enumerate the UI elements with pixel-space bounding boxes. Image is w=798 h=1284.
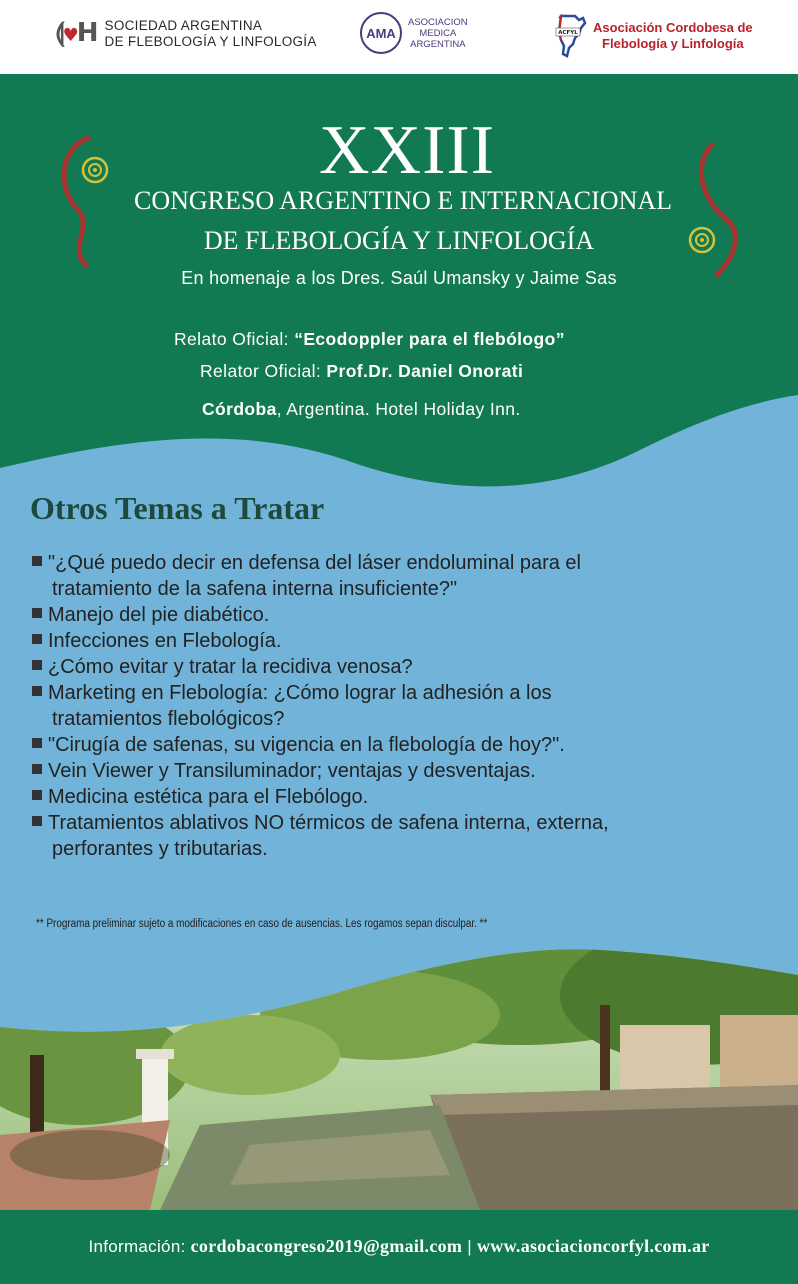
list-item <box>32 628 732 654</box>
acf-logo-line1: Asociación Cordobesa de <box>593 20 753 35</box>
disclaimer-note: ** Programa preliminar sujeto a modificaciones en caso de ausencias. Les rogamos sepan disculpar. ** <box>36 918 488 930</box>
list-item <box>32 732 732 758</box>
item-line2: perforantes y tributarias. <box>52 838 268 860</box>
acf-logo-mark: ACFYL <box>558 30 578 36</box>
list-item <box>32 602 732 628</box>
list-item <box>32 784 732 810</box>
footer-label: Información: <box>88 1237 191 1256</box>
square-bullet-icon <box>32 816 42 826</box>
congress-title-line2: DE FLEBOLOGÍA Y LINFOLOGÍA <box>203 226 595 255</box>
square-bullet-icon <box>32 608 42 618</box>
temas-heading: Otros Temas a Tratar <box>30 490 325 526</box>
list-item <box>32 758 732 784</box>
square-bullet-icon <box>32 686 42 696</box>
sociedad-logo-icon: ⟬♥H <box>55 17 97 48</box>
footer-contact <box>0 1234 798 1259</box>
relato-label: Relato Oficial: <box>174 329 295 349</box>
item-line1: ¿Cómo evitar y tratar la recidiva venosa? <box>48 656 413 678</box>
square-bullet-icon <box>32 556 42 566</box>
relator-label: Relator Oficial: <box>200 361 327 381</box>
argentina-map-icon <box>553 14 587 58</box>
list-item <box>32 654 732 680</box>
congress-number: XXIII <box>318 112 496 189</box>
item-line1: "¿Qué puedo decir en defensa del láser endoluminal para el <box>48 552 581 574</box>
city-canal-photo <box>0 945 798 1210</box>
relator-oficial <box>200 360 523 382</box>
acf-logo-line2: Flebología y Linfología <box>602 36 744 51</box>
homenaje-text: En homenaje a los Dres. Saúl Umansky y Jaime Sas <box>181 268 617 288</box>
ama-logo-line1: ASOCIACION <box>408 16 468 28</box>
square-bullet-icon <box>32 660 42 670</box>
footer-email-link[interactable]: cordobacongreso2019@gmail.com <box>190 1236 463 1256</box>
item-line1: Vein Viewer y Transiluminador; ventajas y desventajas. <box>48 760 536 782</box>
logo-ama <box>360 12 468 54</box>
item-line2: tratamientos flebológicos? <box>52 708 285 730</box>
item-line1: Infecciones en Flebología. <box>48 630 282 652</box>
square-bullet-icon <box>32 764 42 774</box>
logo-asociacion-cordobesa <box>553 14 753 58</box>
venue-rest: , Argentina. Hotel Holiday Inn. <box>276 399 521 419</box>
relato-value: “Ecodoppler para el flebólogo” <box>294 329 565 349</box>
venue-text <box>202 398 521 420</box>
square-bullet-icon <box>32 790 42 800</box>
relator-value: Prof.Dr. Daniel Onorati <box>326 361 524 381</box>
item-line1: Medicina estética para el Flebólogo. <box>48 786 369 808</box>
list-item <box>32 680 732 732</box>
item-line1: Tratamientos ablativos NO térmicos de safena interna, externa, <box>48 812 609 834</box>
temas-list <box>32 550 732 862</box>
header-logos-bar <box>0 0 798 74</box>
item-line2: tratamiento de la safena interna insuficiente?" <box>52 578 458 600</box>
venue-city: Córdoba <box>202 399 277 419</box>
logo-sociedad-argentina <box>55 18 317 50</box>
footer-bar <box>0 1210 798 1284</box>
item-line1: "Cirugía de safenas, su vigencia en la flebología de hoy?". <box>48 734 565 756</box>
sociedad-logo-line2: DE FLEBOLOGÍA Y LINFOLOGÍA <box>104 34 317 49</box>
item-line1: Manejo del pie diabético. <box>48 604 270 626</box>
square-bullet-icon <box>32 634 42 644</box>
footer-website-link[interactable]: www.asociacioncorfyl.com.ar <box>476 1236 710 1256</box>
ama-logo-line3: ARGENTINA <box>410 38 466 50</box>
footer-separator: | <box>462 1237 477 1256</box>
list-item <box>32 550 732 602</box>
ama-logo-line2: MEDICA <box>419 27 457 39</box>
square-bullet-icon <box>32 738 42 748</box>
sociedad-logo-line1: SOCIEDAD ARGENTINA <box>104 18 263 33</box>
relato-oficial <box>174 328 565 350</box>
list-item <box>32 810 732 862</box>
ama-logo-icon: AMA <box>360 12 402 54</box>
congress-title-line1: CONGRESO ARGENTINO E INTERNACIONAL <box>133 186 673 215</box>
item-line1: Marketing en Flebología: ¿Cómo lograr la adhesión a los <box>48 682 552 704</box>
